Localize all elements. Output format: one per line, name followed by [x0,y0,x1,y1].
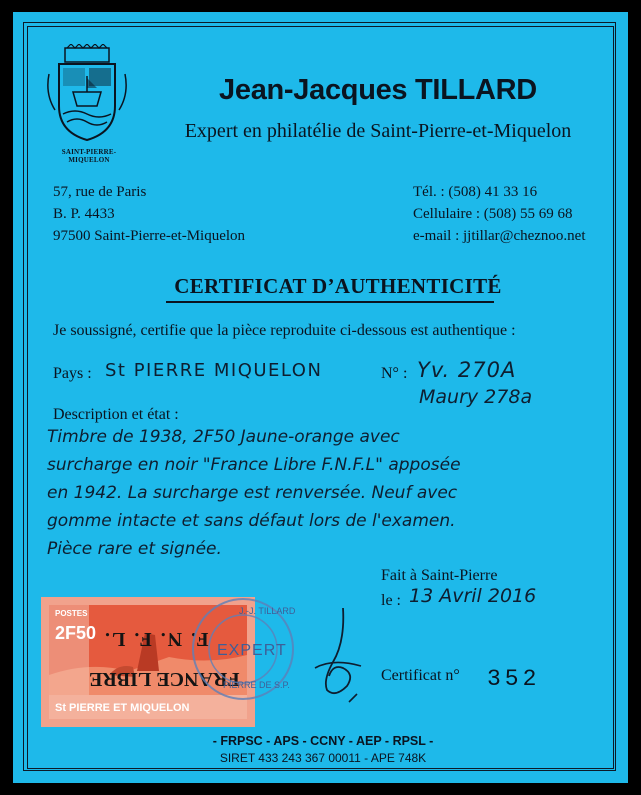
number-value-maury: Maury 278a [419,386,533,408]
date-label: le : [381,592,401,609]
description-line-5: Pièce rare et signée. [47,539,222,559]
description-line-4: gomme intacte et sans défaut lors de l'examen. [47,511,456,531]
description-line-2: surcharge en noir "France Libre F.N.F.L" apposée [47,455,461,475]
date-value: 13 Avril 2016 [409,585,537,607]
handstamp-name: J.-J. TILLARD [239,606,296,616]
stamp-overprint-fnfl: F. N. F. L. [103,628,209,650]
contact-email: e-mail : jjtillar@cheznoo.net [413,228,586,244]
country-label: Pays : [53,365,92,382]
certificate-number-label: Certificat n° [381,667,460,684]
certificate-card [13,12,628,783]
number-label: N° : [381,365,408,382]
contact-tel: Tél. : (508) 41 33 16 [413,184,538,200]
address-line-1: 57, rue de Paris [53,184,147,200]
place-text: Fait à Saint-Pierre [381,567,498,584]
address-line-3: 97500 Saint-Pierre-et-Miquelon [53,228,246,244]
description-label: Description et état : [53,406,179,423]
description-line-3: en 1942. La surcharge est renversée. Neuf avec [47,483,458,503]
certificate-number: 352 [487,666,541,692]
title-underline [166,301,494,303]
expert-subtitle: Expert en philatélie de Saint-Pierre-et-Miquelon [184,120,572,142]
address-line-2: B. P. 4433 [53,206,115,222]
statement-text: Je soussigné, certifie que la pièce reproduite ci-dessous est authentique : [53,322,516,339]
stamp-postes: POSTES [55,609,88,618]
number-value-yvert: Yv. 270A [417,358,517,382]
stamp-value: 2F50 [55,623,97,643]
country-value: St PIERRE MIQUELON [105,360,323,381]
description-line-1: Timbre de 1938, 2F50 Jaune-orange avec [47,427,400,447]
expert-name: Jean-Jacques TILLARD [219,74,537,106]
certificate-title: CERTIFICAT D’AUTHENTICITÉ [174,274,502,298]
stamp-overprint-france-libre: FRANCE LIBRE [89,668,240,690]
handstamp-place: PIERRE DE S.P. [223,680,290,690]
logo-caption: SAINT-PIERRE-MIQUELON [61,148,117,164]
contact-cell: Cellulaire : (508) 55 69 68 [413,206,573,222]
handwritten-signature [303,602,383,712]
coat-of-arms-logo [45,44,129,144]
footer-siret: SIRET 433 243 367 00011 - APE 748K [219,751,427,765]
handstamp-word: EXPERT [217,642,287,659]
footer-associations: - FRPSC - APS - CCNY - AEP - RPSL - [212,734,434,748]
stamp-country: St PIERRE ET MIQUELON [55,702,190,714]
